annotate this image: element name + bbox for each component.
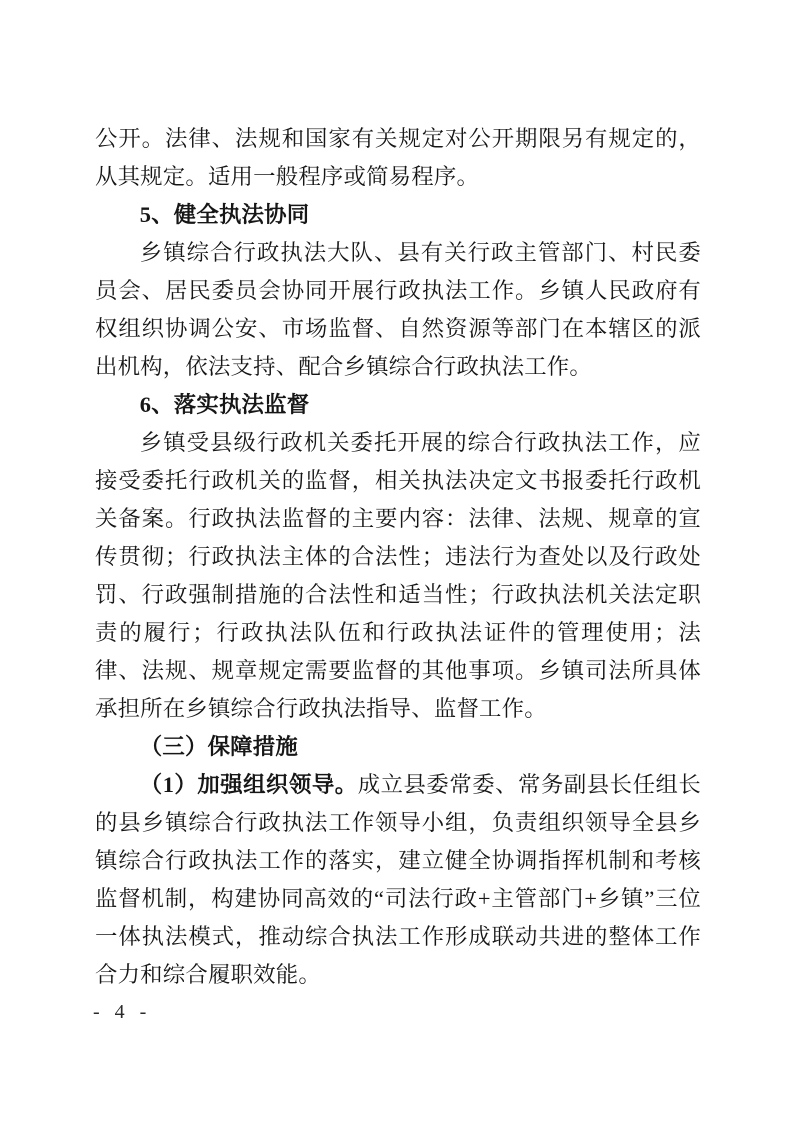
paragraph-lead-body: 成立县委常委、常务副县长任组长的县乡镇综合行政执法工作领导小组，负责组织领导全县乡镇综合行政执法工作的落实，建立健全协调指挥机制和考核监督机制，构建协同高效的“司法行政+主管部门+乡镇”三位一体执法模式，推动综合执法工作形成联动共进的整体工作合力和综合履职效能。 [95,772,701,987]
section-heading-5: 5、健全执法协同 [139,202,310,227]
paragraph-law-enforcement-supervision: 乡镇受县级行政机关委托开展的综合行政执法工作，应接受委托行政机关的监督，相关执法决定文书报委托行政机关备案。行政执法监督的主要内容：法律、法规、规章的宣传贯彻；行政执法主体的合法性；违法行为查处以及行政处罚、行政强制措施的合法性和适当性；行政执法机关法定职责的履行；行政执法队伍和行政执法证件的管理使用；法律、法规、规章规定需要监督的其他事项。乡镇司法所具体承担所在乡镇综合行政执法指导、监督工作。 [95,430,701,721]
subsection-heading-safeguard-measures: （三）保障措施 [139,734,298,759]
section-heading-6: 6、落实执法监督 [139,392,310,417]
document-body [95,120,701,994]
paragraph-continuation: 公开。法律、法规和国家有关规定对公开期限另有规定的，从其规定。适用一般程序或简易程序。 [95,126,701,189]
paragraph-law-enforcement-coordination: 乡镇综合行政执法大队、县有关行政主管部门、村民委员会、居民委员会协同开展行政执法工作。乡镇人民政府有权组织协调公安、市场监督、自然资源等部门在本辖区的派出机构，依法支持、配合乡镇综合行政执法工作。 [95,240,701,379]
paragraph-lead: （1）加强组织领导。 [139,772,358,797]
paragraph-organizational-leadership [95,766,701,994]
page-number: - 4 - [93,1001,152,1023]
